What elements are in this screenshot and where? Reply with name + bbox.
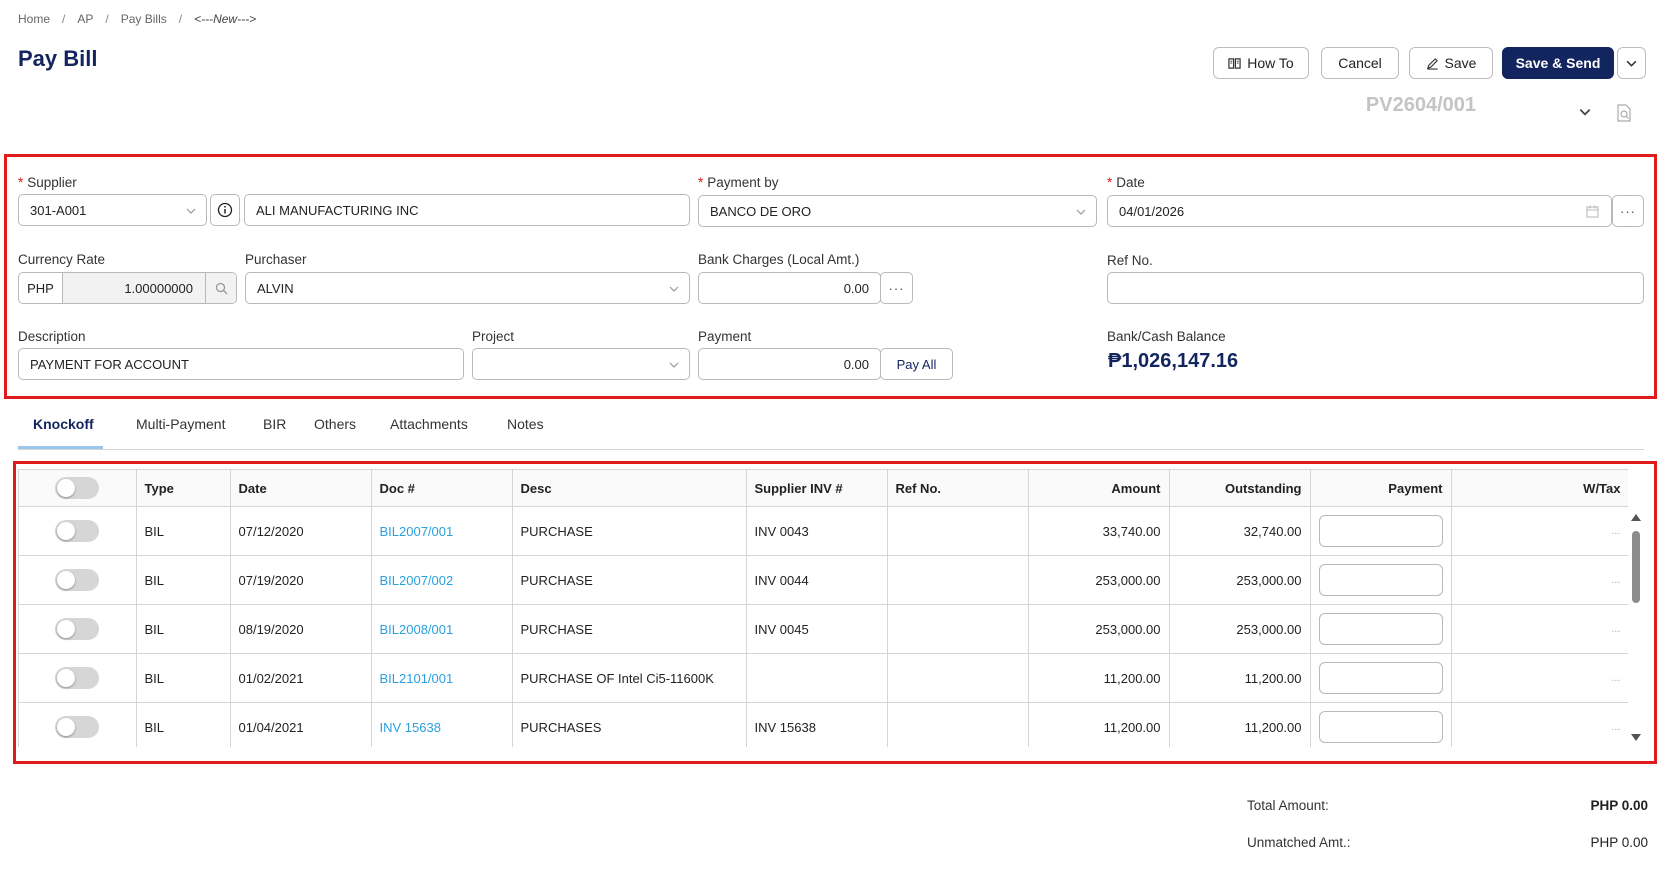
cell-payment [1310,703,1451,748]
supplier-name-field[interactable] [244,194,690,226]
column-header-desc[interactable]: Desc [512,470,746,507]
cell-ref-no [887,507,1028,556]
unmatched-amount-label: Unmatched Amt.: [1247,835,1351,850]
date-value: 04/01/2026 [1119,203,1185,219]
payment-input[interactable] [1319,515,1443,547]
cell-type: BIL [136,507,230,556]
scroll-up-icon [1631,514,1641,521]
document-search-icon[interactable] [1616,104,1632,122]
row-toggle-cell [19,556,136,605]
supplier-name-value: ALI MANUFACTURING INC [256,202,419,218]
currency-rate-label: Currency Rate [18,252,106,267]
purchaser-label: Purchaser [245,252,307,267]
project-select[interactable] [472,348,690,380]
cell-date: 01/02/2021 [230,654,371,703]
bank-charges-more-button[interactable] [880,272,913,304]
column-header-type[interactable]: Type [136,470,230,507]
save-send-label: Save & Send [1515,55,1601,71]
cell-amount: 33,740.00 [1028,507,1169,556]
select-all-toggle[interactable] [55,477,99,499]
tab-attachments[interactable]: Attachments [390,416,468,432]
cancel-button[interactable] [1321,47,1399,79]
search-icon[interactable] [206,273,236,303]
cell-type: BIL [136,703,230,748]
balance-value: ₱1,026,147.16 [1108,350,1239,372]
purchaser-select[interactable] [245,272,690,304]
cell-ref-no [887,605,1028,654]
payment-by-value: BANCO DE ORO [710,203,812,219]
cell-type: BIL [136,654,230,703]
column-header-outstanding[interactable]: Outstanding [1169,470,1310,507]
bank-charges-field[interactable] [698,272,881,304]
payment-by-select[interactable] [698,195,1097,227]
cell-amount: 11,200.00 [1028,703,1169,748]
currency-rate-group [18,272,237,304]
table-scrollbar[interactable] [1628,511,1644,747]
save-button[interactable] [1409,47,1493,79]
calendar-icon[interactable] [1586,205,1599,218]
cell-outstanding: 32,740.00 [1169,507,1310,556]
date-field[interactable] [1107,195,1612,227]
cell-supplier-inv [746,654,887,703]
date-label: * Date [1107,175,1145,190]
cell-desc: PURCHASE OF Intel Ci5-11600K [512,654,746,703]
total-amount-value: PHP 0.00 [1590,798,1648,813]
balance-label: Bank/Cash Balance [1107,329,1226,344]
tab-multi-payment[interactable]: Multi-Payment [136,416,226,432]
cell-date: 07/19/2020 [230,556,371,605]
breadcrumb-current: <---New---> [194,12,257,26]
cell-supplier-inv: INV 0044 [746,556,887,605]
cell-desc: PURCHASES [512,703,746,748]
cell-doc-link[interactable]: INV 15638 [371,703,512,748]
cell-desc: PURCHASE [512,507,746,556]
cell-doc-link[interactable]: BIL2101/001 [371,654,512,703]
description-field[interactable] [18,348,464,380]
cell-amount: 253,000.00 [1028,605,1169,654]
pay-all-button[interactable] [880,348,953,380]
row-select-toggle[interactable] [55,520,99,542]
how-to-label: How To [1247,55,1294,71]
table-row [19,703,1628,748]
payment-field[interactable] [698,348,881,380]
breadcrumb-ap[interactable]: AP [77,12,94,26]
tab-notes[interactable]: Notes [507,416,544,432]
document-number: PV2604/001 [1365,94,1476,116]
tab-others[interactable]: Others [314,416,357,432]
cell-amount: 11,200.00 [1028,654,1169,703]
cell-outstanding: 11,200.00 [1169,703,1310,748]
save-options-dropdown[interactable] [1617,47,1646,79]
cell-ref-no [887,703,1028,748]
knockoff-table [18,469,1628,747]
cell-doc-link[interactable]: BIL2007/002 [371,556,512,605]
bank-charges-value: 0.00 [843,280,869,296]
currency-rate-value[interactable]: 1.00000000 [63,273,206,303]
cell-supplier-inv: INV 0043 [746,507,887,556]
cell-outstanding: 253,000.00 [1169,605,1310,654]
bank-charges-label: Bank Charges (Local Amt.) [698,252,860,267]
scroll-down-icon [1631,734,1641,741]
cell-doc-link[interactable]: BIL2008/001 [371,605,512,654]
chevron-down-icon [1076,207,1086,217]
cell-desc: PURCHASE [512,605,746,654]
column-header-date[interactable]: Date [230,470,371,507]
project-label: Project [472,329,515,344]
cell-date: 01/04/2021 [230,703,371,748]
breadcrumb-separator: / [62,12,66,26]
description-label: Description [18,329,86,344]
ellipsis-icon: ··· [888,280,905,296]
column-header-wtax[interactable]: W/Tax [1451,470,1628,507]
cell-payment [1310,605,1451,654]
pencil-icon [1426,57,1439,70]
cell-payment [1310,654,1451,703]
table-header-row [19,470,1628,507]
supplier-info-button[interactable] [210,194,240,226]
cancel-label: Cancel [1338,55,1382,71]
cell-ref-no [887,556,1028,605]
breadcrumb-separator: / [178,12,183,26]
save-send-button[interactable] [1502,47,1614,79]
supplier-code-value: 301-A001 [30,202,87,218]
cell-outstanding: 253,000.00 [1169,556,1310,605]
row-toggle-cell [19,605,136,654]
column-header-ref-no[interactable]: Ref No. [887,470,1028,507]
column-header-amount[interactable]: Amount [1028,470,1169,507]
ellipsis-icon: ··· [1620,203,1636,219]
payment-input[interactable] [1319,662,1443,694]
cell-wtax[interactable]: ... [1451,556,1628,605]
how-to-button[interactable] [1213,47,1309,79]
ref-no-label: Ref No. [1107,253,1153,268]
breadcrumb [18,12,256,26]
total-amount-label: Total Amount: [1247,798,1329,813]
table-row [19,556,1628,605]
table-row [19,605,1628,654]
table-row [19,654,1628,703]
supplier-label: * Supplier [18,175,77,190]
cell-payment [1310,556,1451,605]
cell-amount: 253,000.00 [1028,556,1169,605]
tab-bar [18,412,1644,450]
cell-desc: PURCHASE [512,556,746,605]
breadcrumb-separator: / [105,12,109,26]
currency-code[interactable]: PHP [19,273,63,303]
row-select-toggle[interactable] [55,569,99,591]
payment-label: Payment [698,329,752,344]
tab-bir[interactable]: BIR [263,416,287,432]
cell-payment [1310,507,1451,556]
chevron-down-icon [1625,57,1638,70]
column-header-supplier-inv[interactable]: Supplier INV # [746,470,887,507]
breadcrumb-pay-bills[interactable]: Pay Bills [120,12,167,26]
purchaser-value: ALVIN [257,280,294,296]
date-more-button[interactable] [1612,195,1644,227]
active-tab-indicator [18,446,103,449]
pay-all-label: Pay All [896,356,937,372]
supplier-code-select[interactable] [18,194,207,226]
cell-date: 07/12/2020 [230,507,371,556]
chevron-down-icon [669,284,679,294]
payment-input[interactable] [1319,711,1443,743]
cell-supplier-inv: INV 0045 [746,605,887,654]
cell-wtax[interactable]: ... [1451,703,1628,748]
cell-doc-link[interactable]: BIL2007/001 [371,507,512,556]
page-title: Pay Bill [18,46,98,71]
row-select-toggle[interactable] [55,667,99,689]
book-icon [1228,57,1241,70]
row-toggle-cell [19,507,136,556]
chevron-down-icon[interactable] [1578,105,1592,119]
description-value: PAYMENT FOR ACCOUNT [30,356,189,372]
payment-input[interactable] [1319,613,1443,645]
cell-wtax[interactable]: ... [1451,605,1628,654]
save-label: Save [1444,55,1477,71]
row-select-toggle[interactable] [55,618,99,640]
cell-supplier-inv: INV 15638 [746,703,887,748]
cell-date: 08/19/2020 [230,605,371,654]
table-row [19,507,1628,556]
ref-no-field[interactable] [1107,272,1644,304]
cell-wtax[interactable]: ... [1451,507,1628,556]
cell-type: BIL [136,605,230,654]
chevron-down-icon [669,360,679,370]
unmatched-amount-value: PHP 0.00 [1590,835,1648,850]
payment-input[interactable] [1319,564,1443,596]
select-all-toggle-cell [19,470,136,507]
payment-value: 0.00 [843,356,869,372]
row-select-toggle[interactable] [55,716,99,738]
info-icon [217,202,233,218]
column-header-payment[interactable]: Payment [1310,470,1451,507]
row-toggle-cell [19,703,136,748]
cell-outstanding: 11,200.00 [1169,654,1310,703]
cell-wtax[interactable]: ... [1451,654,1628,703]
row-toggle-cell [19,654,136,703]
tab-knockoff[interactable]: Knockoff [33,416,94,432]
breadcrumb-home[interactable]: Home [18,12,51,26]
chevron-down-icon [186,206,196,216]
cell-type: BIL [136,556,230,605]
payment-by-label: * Payment by [698,175,779,190]
column-header-doc[interactable]: Doc # [371,470,512,507]
cell-ref-no [887,654,1028,703]
